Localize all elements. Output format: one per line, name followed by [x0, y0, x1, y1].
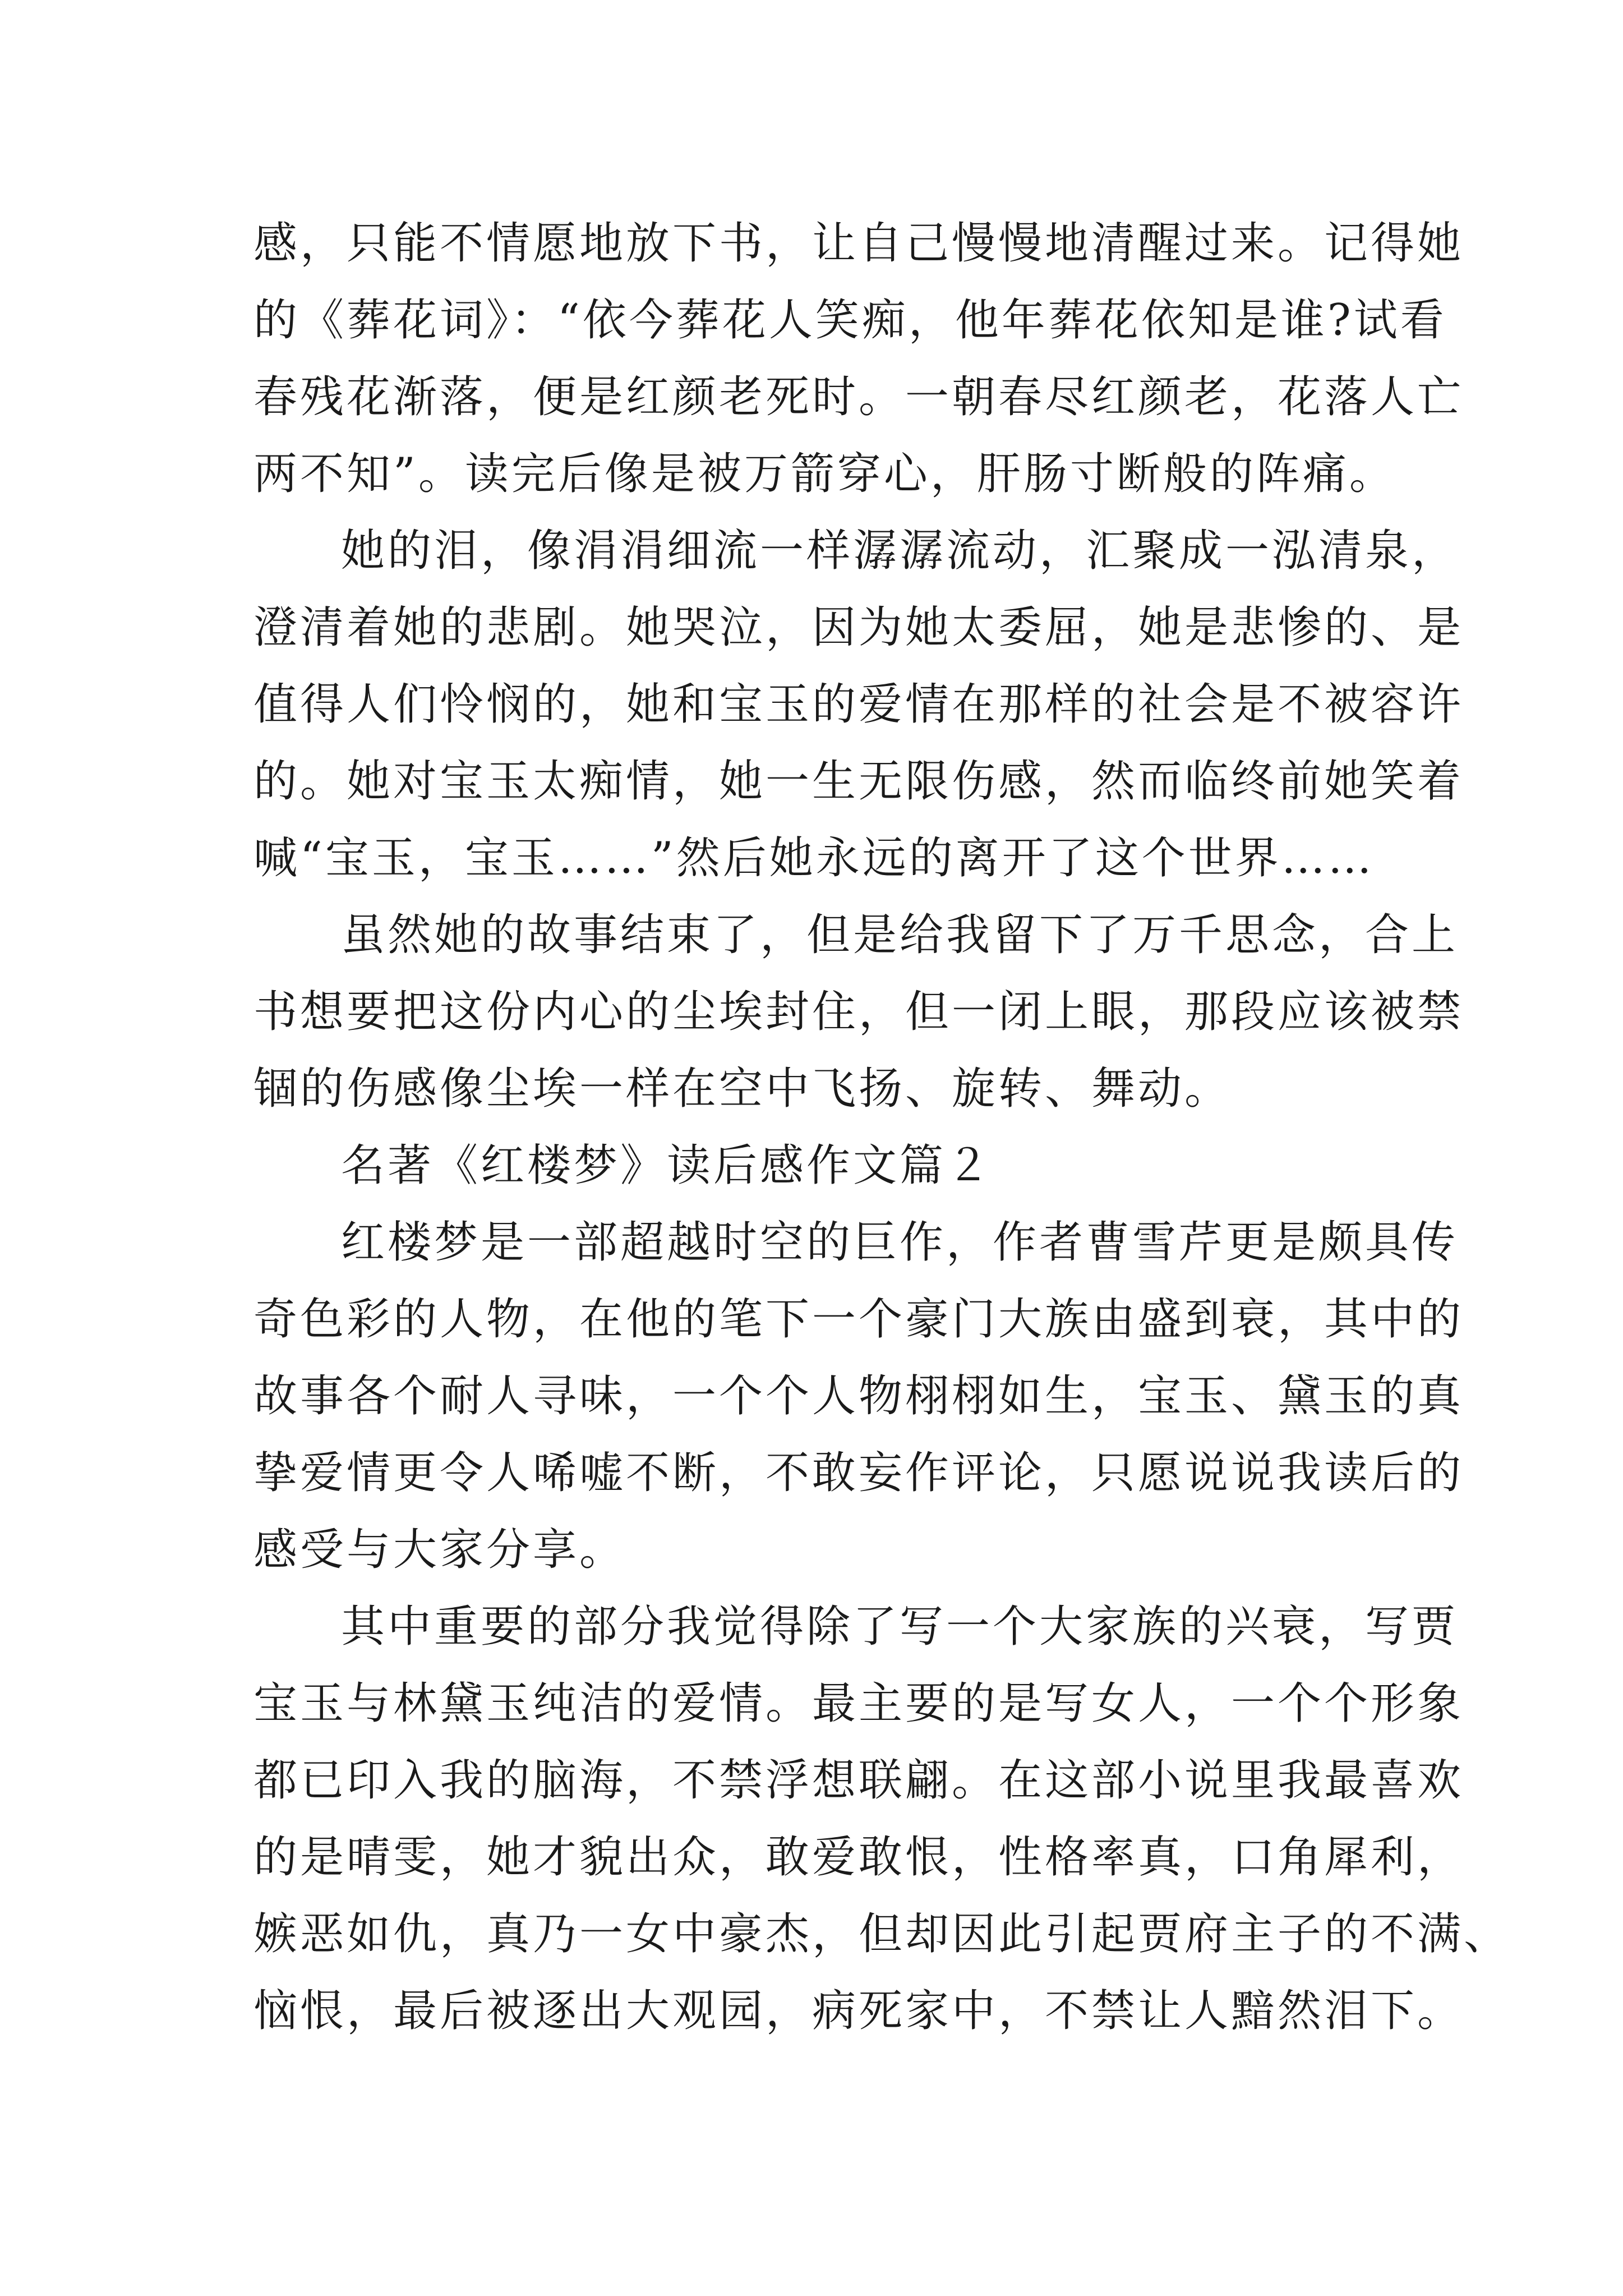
text-line: 书想要把这份内心的尘埃封住，但一闭上眼，那段应该被禁 — [253, 987, 1464, 1037]
text-line: 恼恨，最后被逐出大观园，病死家中，不禁让人黯然泪下。 — [253, 1986, 1464, 2036]
text-line: 感受与大家分享。 — [253, 1525, 626, 1575]
text-line: 其中重要的部分我觉得除了写一个大家族的兴衰，写贾 — [341, 1602, 1459, 1652]
heading-line: 名著《红楼梦》读后感作文篇２ — [341, 1140, 993, 1191]
text-line: 喊“宝玉，宝玉……”然后她永远的离开了这个世界…… — [253, 833, 1375, 884]
paragraph-1 — [253, 205, 1464, 513]
text-line: 感，只能不情愿地放下书，让自己慢慢地清醒过来。记得她 — [253, 218, 1464, 269]
text-line: 宝玉与林黛玉纯洁的爱情。最主要的是写女人，一个个形象 — [253, 1678, 1464, 1729]
text-line: 的《葬花词》：“依今葬花人笑痴，他年葬花依知是谁?试看 — [253, 295, 1447, 346]
text-line: 的是晴雯，她才貌出众，敢爱敢恨，性格率真，口角犀利， — [253, 1832, 1464, 1883]
text-line: 故事各个耐人寻味，一个个人物栩栩如生，宝玉、黛玉的真 — [253, 1371, 1464, 1421]
paragraph-3 — [253, 897, 1464, 1128]
text-line: 嫉恶如仇，真乃一女中豪杰，但却因此引起贾府主子的不满、 — [253, 1909, 1511, 1959]
text-line: 都已印入我的脑海，不禁浮想联翩。在这部小说里我最喜欢 — [253, 1755, 1464, 1806]
text-line: 锢的伤感像尘埃一样在空中飞扬、旋转、舞动。 — [253, 1064, 1232, 1114]
text-line: 虽然她的故事结束了，但是给我留下了万千思念，合上 — [341, 910, 1459, 960]
paragraph-4 — [253, 1204, 1464, 1589]
text-line: 奇色彩的人物，在他的笔下一个豪门大族由盛到衰，其中的 — [253, 1294, 1464, 1345]
section-heading — [253, 1128, 1392, 1204]
paragraph-2 — [253, 513, 1464, 897]
text-line: 春残花渐落，便是红颜老死时。一朝春尽红颜老，花落人亡 — [253, 372, 1464, 422]
paragraph-5 — [253, 1589, 1511, 2050]
text-line: 红楼梦是一部超越时空的巨作，作者曹雪芹更是颇具传 — [341, 1217, 1459, 1268]
text-line: 的。她对宝玉太痴情，她一生无限伤感，然而临终前她笑着 — [253, 756, 1464, 807]
text-line: 两不知”。读完后像是被万箭穿心，肝肠寸断般的阵痛。 — [253, 449, 1396, 499]
text-line: 挚爱情更令人唏嘘不断，不敢妄作评论，只愿说说我读后的 — [253, 1448, 1464, 1498]
text-line: 值得人们怜悯的，她和宝玉的爱情在那样的社会是不被容许 — [253, 679, 1464, 730]
text-line: 她的泪，像涓涓细流一样潺潺流动，汇聚成一泓清泉， — [341, 526, 1459, 576]
text-line: 澄清着她的悲剧。她哭泣，因为她太委屈，她是悲惨的、是 — [253, 602, 1464, 653]
document-body — [253, 205, 1511, 2050]
